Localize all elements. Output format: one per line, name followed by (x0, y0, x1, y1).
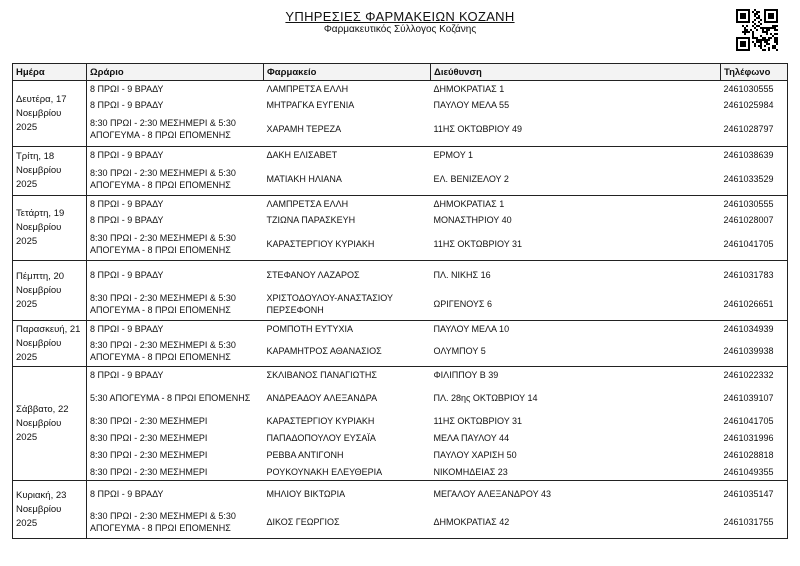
pharmacy-cell: ΜΑΤΙΑΚΗ ΗΛΙΑΝΑ (264, 163, 431, 196)
address-cell: ΦΙΛΙΠΠΟΥ Β 39 (433, 369, 499, 380)
phone-cell: 2461028797 (721, 113, 788, 147)
table-row (13, 81, 788, 97)
table-row (13, 228, 788, 261)
pharmacy-cell: ΠΑΠΑΔΟΠΟΥΛΟΥ ΕΥΣΑΪΑ (266, 433, 376, 443)
table-row (13, 163, 788, 196)
day-cell: Σάββατο, 22 Νοεμβρίου 2025 (13, 367, 87, 481)
phone-cell: 2461031783 (721, 261, 788, 289)
table-row (13, 464, 788, 481)
address-cell: ΠΛ. ΝΙΚΗΣ 16 (433, 269, 491, 280)
address-cell: ΔΗΜΟΚΡΑΤΙΑΣ 1 (433, 83, 505, 94)
schedule-cell: 8:30 ΠΡΩΙ - 2:30 ΜΕΣΗΜΕΡΙ (87, 464, 264, 481)
phone-cell: 2461039107 (721, 383, 788, 413)
document-subtitle: Φαρμακευτικός Σύλλογος Κοζάνης (323, 24, 477, 35)
schedule-cell: 8 ΠΡΩΙ - 9 ΒΡΑΔΥ (87, 81, 264, 97)
schedule-cell: 8 ΠΡΩΙ - 9 ΒΡΑΔΥ (87, 321, 264, 337)
day-cell: Τετάρτη, 19 Νοεμβρίου 2025 (13, 196, 87, 261)
address-cell: ΜΕΛΑ ΠΑΥΛΟΥ 44 (433, 433, 510, 443)
column-header-address: Διεύθυνση (431, 64, 721, 81)
schedule-cell: 8 ΠΡΩΙ - 9 ΒΡΑΔΥ (87, 481, 264, 507)
phone-cell: 2461031755 (721, 507, 788, 539)
pharmacy-cell: ΚΑΡΑΜΗΤΡΟΣ ΑΘΑΝΑΣΙΟΣ (264, 337, 431, 367)
schedule-cell: 8:30 ΠΡΩΙ - 2:30 ΜΕΣΗΜΕΡΙ (87, 413, 264, 430)
address-cell: ΠΑΥΛΟΥ ΜΕΛΑ 55 (433, 99, 510, 110)
schedule-cell: 8 ΠΡΩΙ - 9 ΒΡΑΔΥ (87, 196, 264, 212)
table-row (13, 507, 788, 539)
pharmacy-cell: ΛΑΜΠΡΕΤΣΑ ΕΛΛΗ (266, 83, 349, 94)
address-cell: 11ΗΣ ΟΚΤΩΒΡΙΟΥ 31 (433, 416, 523, 426)
phone-cell: 2461026651 (721, 289, 788, 321)
schedule-cell: 8:30 ΠΡΩΙ - 2:30 ΜΕΣΗΜΕΡΙ & 5:30 ΑΠΟΓΕΥΜΑ - 8 ΠΡΩΙ ΕΠΟΜΕΝΗΣ (87, 163, 264, 196)
pharmacy-cell: ΡΟΥΚΟΥΝΑΚΗ ΕΛΕΥΘΕΡΙΑ (264, 464, 431, 481)
phone-cell: 2461030555 (721, 81, 788, 97)
table-row (13, 113, 788, 147)
pharmacy-cell: ΛΑΜΠΡΕΤΣΑ ΕΛΛΗ (266, 198, 349, 209)
address-cell: ΜΕΓΑΛΟΥ ΑΛΕΞΑΝΔΡΟΥ 43 (433, 488, 551, 499)
pharmacy-cell: ΡΟΜΠΟΤΗ ΕΥΤΥΧΙΑ (266, 323, 354, 334)
table-row (13, 383, 788, 413)
phone-cell: 2461034939 (721, 321, 788, 337)
table-header-row (13, 64, 788, 81)
table-row (13, 289, 788, 321)
address-cell: ΝΙΚΟΜΗΔΕΙΑΣ 23 (431, 464, 721, 481)
table-row (13, 481, 788, 507)
schedule-cell: 8 ΠΡΩΙ - 9 ΒΡΑΔΥ (87, 212, 264, 228)
address-cell: ΕΡΜΟΥ 1 (433, 149, 474, 160)
pharmacy-cell: ΜΗΛΙΟΥ ΒΙΚΤΩΡΙΑ (266, 488, 346, 499)
table-row (13, 321, 788, 337)
phone-cell: 2461031996 (721, 430, 788, 447)
address-cell: 11ΗΣ ΟΚΤΩΒΡΙΟΥ 31 (431, 228, 721, 261)
address-cell: ΔΗΜΟΚΡΑΤΙΑΣ 42 (431, 507, 721, 539)
address-cell: ΠΛ. 28ης ΟΚΤΩΒΡΙΟΥ 14 (433, 392, 538, 403)
document-title: ΥΠΗΡΕΣΙΕΣ ΦΑΡΜΑΚΕΙΩΝ ΚΟΖΑΝΗ (285, 9, 515, 24)
day-cell: Πέμπτη, 20 Νοεμβρίου 2025 (13, 261, 87, 321)
address-cell: ΠΑΥΛΟΥ ΧΑΡΙΣΗ 50 (433, 450, 517, 460)
pharmacy-schedule-table (12, 63, 788, 539)
schedule-cell: 8 ΠΡΩΙ - 9 ΒΡΑΔΥ (87, 261, 264, 289)
pharmacy-cell: ΡΕΒΒΑ ΑΝΤΙΓΟΝΗ (266, 450, 344, 460)
phone-cell: 2461035147 (721, 481, 788, 507)
day-cell: Κυριακή, 23 Νοεμβρίου 2025 (13, 481, 87, 539)
table-row (13, 430, 788, 447)
schedule-cell: 8:30 ΠΡΩΙ - 2:30 ΜΕΣΗΜΕΡΙ & 5:30 ΑΠΟΓΕΥΜΑ - 8 ΠΡΩΙ ΕΠΟΜΕΝΗΣ (87, 113, 264, 147)
schedule-cell: 8:30 ΠΡΩΙ - 2:30 ΜΕΣΗΜΕΡΙ (87, 447, 264, 464)
schedule-cell: 8 ΠΡΩΙ - 9 ΒΡΑΔΥ (87, 147, 264, 163)
schedule-cell: 8:30 ΠΡΩΙ - 2:30 ΜΕΣΗΜΕΡΙ & 5:30 ΑΠΟΓΕΥΜΑ - 8 ΠΡΩΙ ΕΠΟΜΕΝΗΣ (87, 337, 264, 367)
pharmacy-cell: ΤΖΙΩΝΑ ΠΑΡΑΣΚΕΥΗ (266, 214, 356, 225)
pharmacy-cell: ΚΑΡΑΣΤΕΡΓΙΟΥ ΚΥΡΙΑΚΗ (266, 416, 375, 426)
column-header-schedule: Ωράριο (87, 64, 264, 81)
pharmacy-cell: ΜΗΤΡΑΓΚΑ ΕΥΓΕΝΙΑ (266, 99, 355, 110)
table-row (13, 367, 788, 383)
schedule-cell: 8 ΠΡΩΙ - 9 ΒΡΑΔΥ (87, 367, 264, 383)
table-row (13, 97, 788, 113)
address-cell: ΠΑΥΛΟΥ ΜΕΛΑ 10 (433, 323, 510, 334)
address-cell: ΜΟΝΑΣΤΗΡΙΟΥ 40 (433, 214, 512, 225)
pharmacy-cell: ΧΑΡΑΜΗ ΤΕΡΕΖΑ (264, 113, 431, 147)
day-cell: Δευτέρα, 17 Νοεμβρίου 2025 (13, 81, 87, 147)
schedule-cell: 5:30 ΑΠΟΓΕΥΜΑ - 8 ΠΡΩΙ ΕΠΟΜΕΝΗΣ (87, 383, 264, 413)
address-cell: ΕΛ. ΒΕΝΙΖΕΛΟΥ 2 (431, 163, 721, 196)
schedule-cell: 8:30 ΠΡΩΙ - 2:30 ΜΕΣΗΜΕΡΙ (87, 430, 264, 447)
phone-cell: 2461033529 (721, 163, 788, 196)
table-row (13, 261, 788, 289)
table-row (13, 147, 788, 163)
phone-cell: 2461041705 (721, 413, 788, 430)
phone-cell: 2461049355 (721, 464, 788, 481)
phone-cell: 2461022332 (721, 367, 788, 383)
phone-cell: 2461039938 (721, 337, 788, 367)
phone-cell: 2461025984 (721, 97, 788, 113)
table-row (13, 337, 788, 367)
table-row (13, 212, 788, 228)
qr-code-icon (736, 8, 778, 52)
phone-cell: 2461028007 (721, 212, 788, 228)
column-header-phone: Τηλέφωνο (721, 64, 788, 81)
address-cell: 11ΗΣ ΟΚΤΩΒΡΙΟΥ 49 (431, 113, 721, 147)
day-cell: Τρίτη, 18 Νοεμβρίου 2025 (13, 147, 87, 196)
schedule-cell: 8:30 ΠΡΩΙ - 2:30 ΜΕΣΗΜΕΡΙ & 5:30 ΑΠΟΓΕΥΜΑ - 8 ΠΡΩΙ ΕΠΟΜΕΝΗΣ (87, 507, 264, 539)
day-cell: Παρασκευή, 21 Νοεμβρίου 2025 (13, 321, 87, 367)
column-header-pharmacy: Φαρμακείο (264, 64, 431, 81)
phone-cell: 2461038639 (721, 147, 788, 163)
phone-cell: 2461028818 (721, 447, 788, 464)
table-row (13, 196, 788, 212)
schedule-cell: 8:30 ΠΡΩΙ - 2:30 ΜΕΣΗΜΕΡΙ & 5:30 ΑΠΟΓΕΥΜΑ - 8 ΠΡΩΙ ΕΠΟΜΕΝΗΣ (87, 228, 264, 261)
address-cell: ΟΛΥΜΠΟΥ 5 (431, 337, 721, 367)
schedule-cell: 8:30 ΠΡΩΙ - 2:30 ΜΕΣΗΜΕΡΙ & 5:30 ΑΠΟΓΕΥΜΑ - 8 ΠΡΩΙ ΕΠΟΜΕΝΗΣ (87, 289, 264, 321)
column-header-day: Ημέρα (13, 64, 87, 81)
table-row (13, 447, 788, 464)
phone-cell: 2461030555 (721, 196, 788, 212)
address-cell: ΩΡΙΓΕΝΟΥΣ 6 (431, 289, 721, 321)
table-row (13, 413, 788, 430)
address-cell: ΔΗΜΟΚΡΑΤΙΑΣ 1 (433, 198, 505, 209)
pharmacy-cell: ΔΑΚΗ ΕΛΙΣΑΒΕΤ (266, 149, 338, 160)
schedule-cell: 8 ΠΡΩΙ - 9 ΒΡΑΔΥ (87, 97, 264, 113)
pharmacy-cell: ΔΙΚΟΣ ΓΕΩΡΓΙΟΣ (264, 507, 431, 539)
pharmacy-cell: ΧΡΙΣΤΟΔΟΥΛΟΥ-ΑΝΑΣΤΑΣΙΟΥ ΠΕΡΣΕΦΟΝΗ (264, 289, 431, 321)
pharmacy-cell: ΣΚΛΙΒΑΝΟΣ ΠΑΝΑΓΙΩΤΗΣ (266, 369, 377, 380)
pharmacy-cell: ΑΝΔΡΕΑΔΟΥ ΑΛΕΞΑΝΔΡΑ (266, 392, 378, 403)
pharmacy-cell: ΚΑΡΑΣΤΕΡΓΙΟΥ ΚΥΡΙΑΚΗ (264, 228, 431, 261)
pharmacy-cell: ΣΤΕΦΑΝΟΥ ΛΑΖΑΡΟΣ (266, 269, 360, 280)
phone-cell: 2461041705 (721, 228, 788, 261)
